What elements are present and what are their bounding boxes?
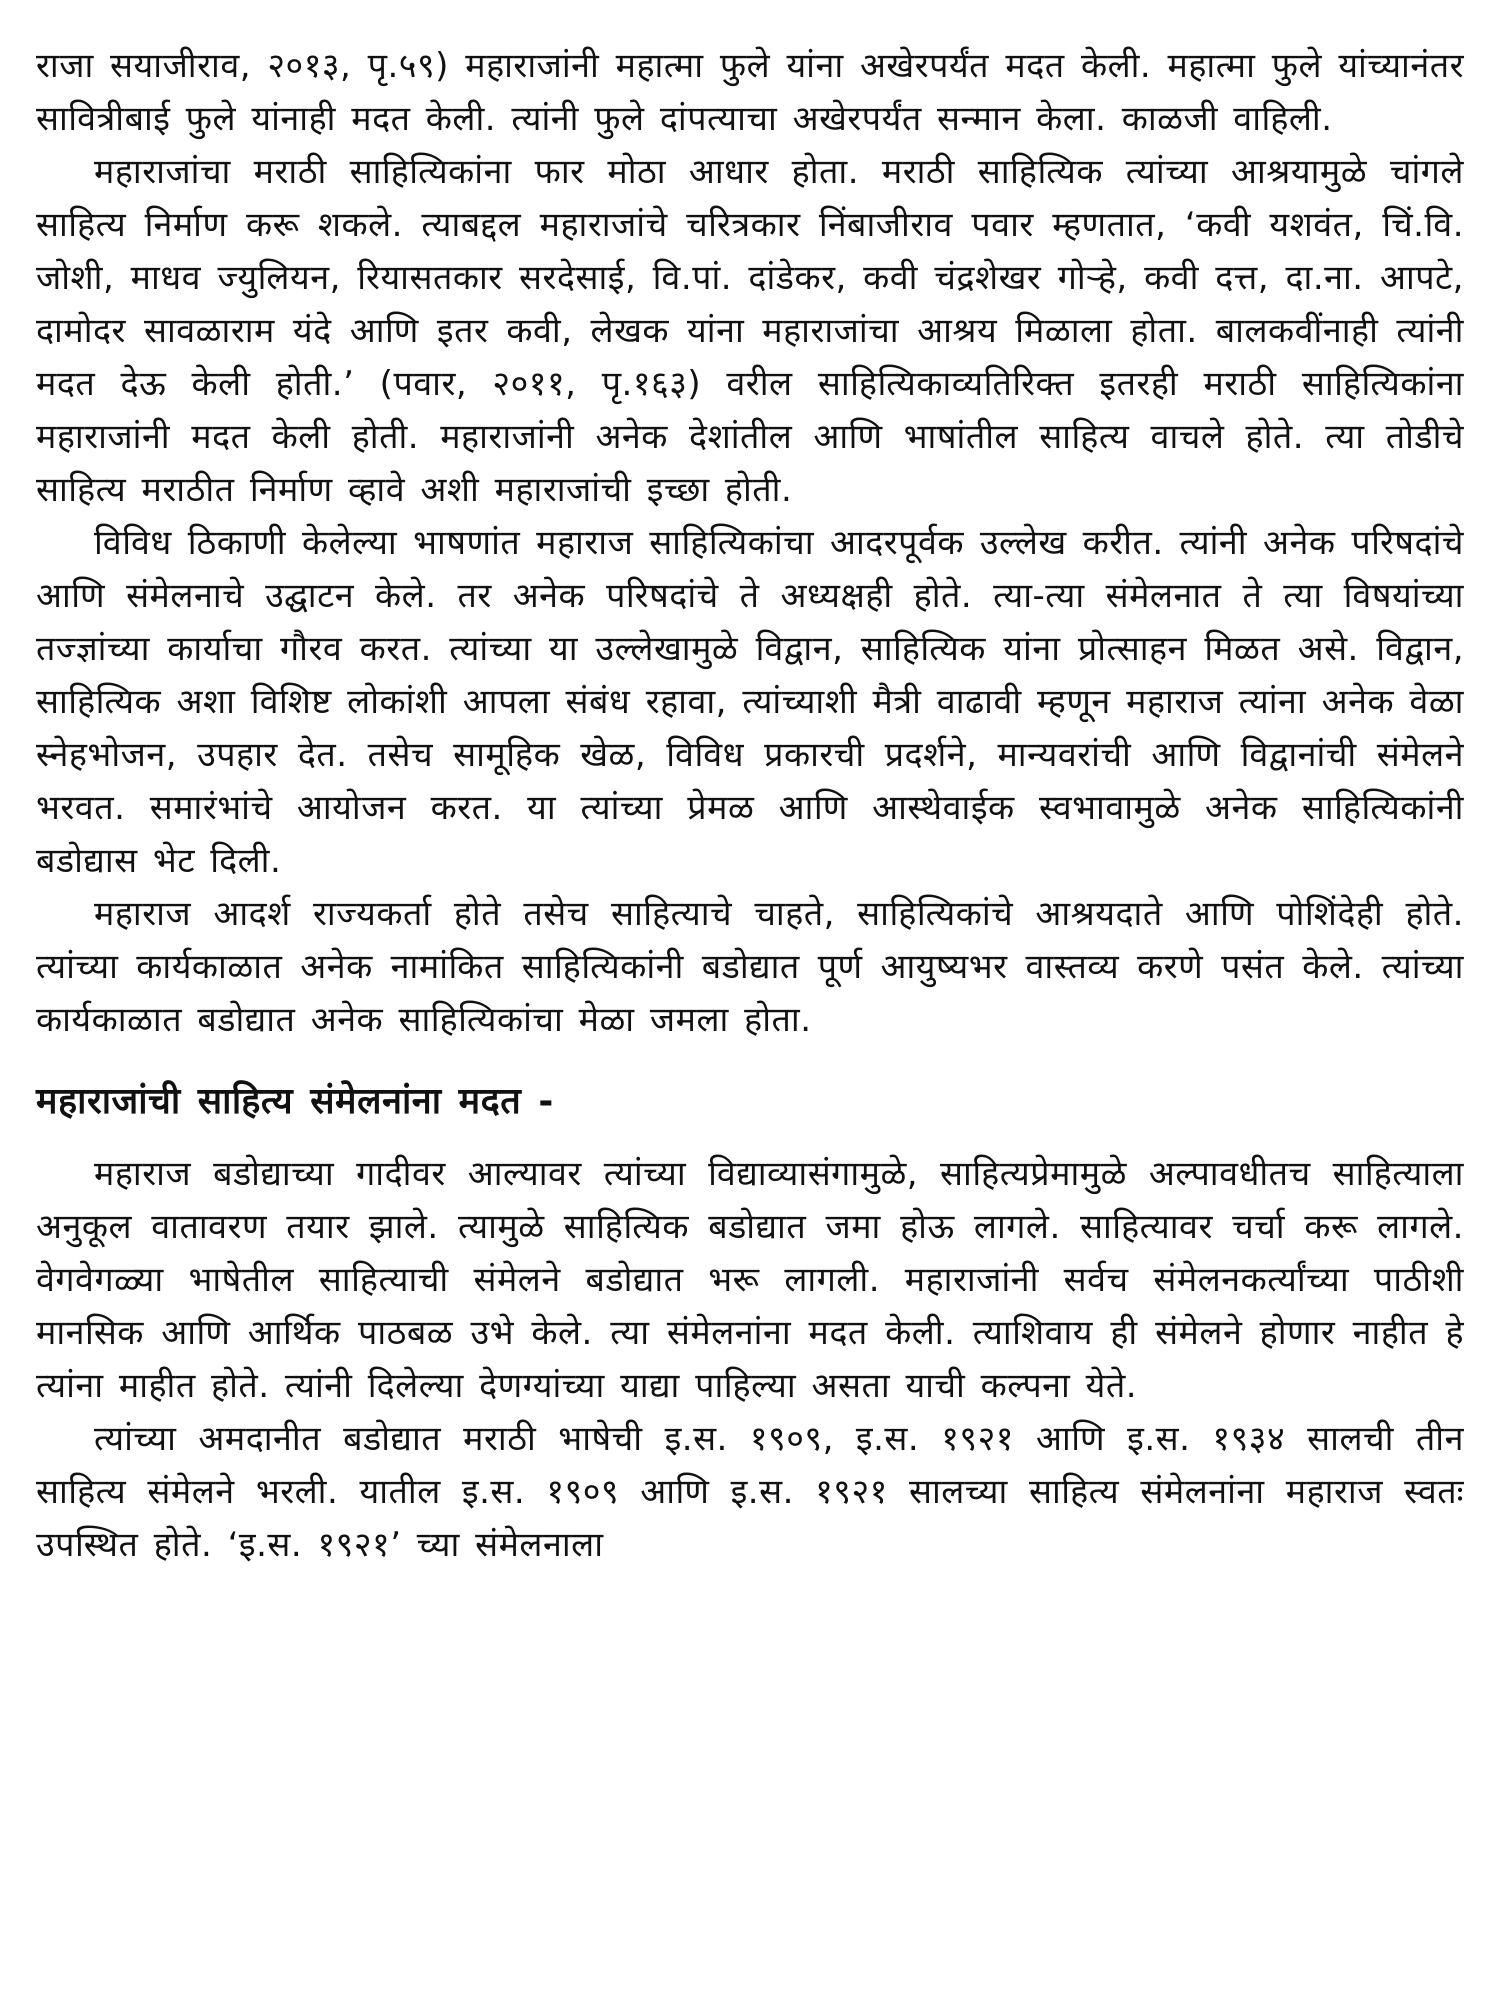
section-heading: महाराजांची साहित्य संमेलनांना मदत - <box>36 1081 554 1122</box>
paragraph-2: महाराजांचा मराठी साहित्यिकांना फार मोठा आधार होता. मराठी साहित्यिक त्यांच्या आश्रयामुळे चांगले साहित्य निर्माण करू शकले. त्याबद्दल महाराजांचे चरित्रकार निंबाजीराव पवार म्हणतात, ‘कवी यशवंत, चिं.वि. जोशी, माधव ज्युलियन, रियासतकार सरदेसाई, वि.पां. दांडेकर, कवी चंद्रशेखर गोऱ्हे, कवी दत्त, दा.ना. आपटे, दामोदर सावळाराम यंदे आणि इतर कवी, लेखक यांना महाराजांचा आश्रय मिळाला होता. बालकवींनाही त्यांनी मदत देऊ केली होती.’ (पवार, २०११, पृ.१६३) वरील साहित्यिकाव्यतिरिक्त इतरही मराठी साहित्यिकांना महाराजांनी मदत केली होती. महाराजांनी अनेक देशांतील आणि भाषांतील साहित्य वाचले होते. त्या तोडीचे साहित्य मराठीत निर्माण व्हावे अशी महाराजांची इच्छा होती. <box>36 152 1464 510</box>
paragraph-6: त्यांच्या अमदानीत बडोद्यात मराठी भाषेची इ.स. १९०९, इ.स. १९२१ आणि इ.स. १९३४ सालची तीन साहित्य संमेलने भरली. यातील इ.स. १९०९ आणि इ.स. १९२१ सालच्या साहित्य संमेलनांना महाराज स्वतः उपस्थित होते. ‘इ.स. १९२१’ च्या संमेलनाला <box>36 1419 1464 1565</box>
paragraph-4: महाराज आदर्श राज्यकर्ता होते तसेच साहित्याचे चाहते, साहित्यिकांचे आश्रयदाते आणि पोशिंदेही होते. त्यांच्या कार्यकाळात अनेक नामांकित साहित्यिकांनी बडोद्यात पूर्ण आयुष्यभर वास्तव्य करणे पसंत केले. त्यांच्या कार्यकाळात बडोद्यात अनेक साहित्यिकांचा मेळा जमला होता. <box>36 894 1464 1040</box>
paragraph-3: विविध ठिकाणी केलेल्या भाषणांत महाराज साहित्यिकांचा आदरपूर्वक उल्लेख करीत. त्यांनी अनेक परिषदांचे आणि संमेलनाचे उद्घाटन केले. तर अनेक परिषदांचे ते अध्यक्षही होते. त्या-त्या संमेलनात ते त्या विषयांच्या तज्ज्ञांच्या कार्याचा गौरव करत. त्यांच्या या उल्लेखामुळे विद्वान, साहित्यिक यांना प्रोत्साहन मिळत असे. विद्वान, साहित्यिक अशा विशिष्ट लोकांशी आपला संबंध रहावा, त्यांच्याशी मैत्री वाढावी म्हणून महाराज त्यांना अनेक वेळा स्नेहभोजन, उपहार देत. तसेच सामूहिक खेळ, विविध प्रकारची प्रदर्शने, मान्यवरांची आणि विद्वानांची संमेलने भरवत. समारंभांचे आयोजन करत. या त्यांच्या प्रेमळ आणि आस्थेवाईक स्वभावामुळे अनेक साहित्यिकांनी बडोद्यास भेट दिली. <box>36 523 1464 881</box>
paragraph-5: महाराज बडोद्याच्या गादीवर आल्यावर त्यांच्या विद्याव्यासंगामुळे, साहित्यप्रेमामुळे अल्पावधीतच साहित्याला अनुकूल वातावरण तयार झाले. त्यामुळे साहित्यिक बडोद्यात जमा होऊ लागले. साहित्यावर चर्चा करू लागले. वेगवेगळ्या भाषेतील साहित्याची संमेलने बडोद्यात भरू लागली. महाराजांनी सर्वच संमेलनकर्त्यांच्या पाठीशी मानसिक आणि आर्थिक पाठबळ उभे केले. त्या संमेलनांना मदत केली. त्याशिवाय ही संमेलने होणार नाहीत हे त्यांना माहीत होते. त्यांनी दिलेल्या देणग्यांच्या याद्या पाहिल्या असता याची कल्पना येते. <box>36 1154 1464 1406</box>
paragraph-1: राजा सयाजीराव, २०१३, पृ.५९) महाराजांनी महात्मा फुले यांना अखेरपर्यंत मदत केली. महात्मा फुले यांच्यानंतर सावित्रीबाई फुले यांनाही मदत केली. त्यांनी फुले दांपत्याचा अखेरपर्यंत सन्मान केला. काळजी वाहिली. <box>36 46 1464 139</box>
document-page <box>36 40 1464 1572</box>
